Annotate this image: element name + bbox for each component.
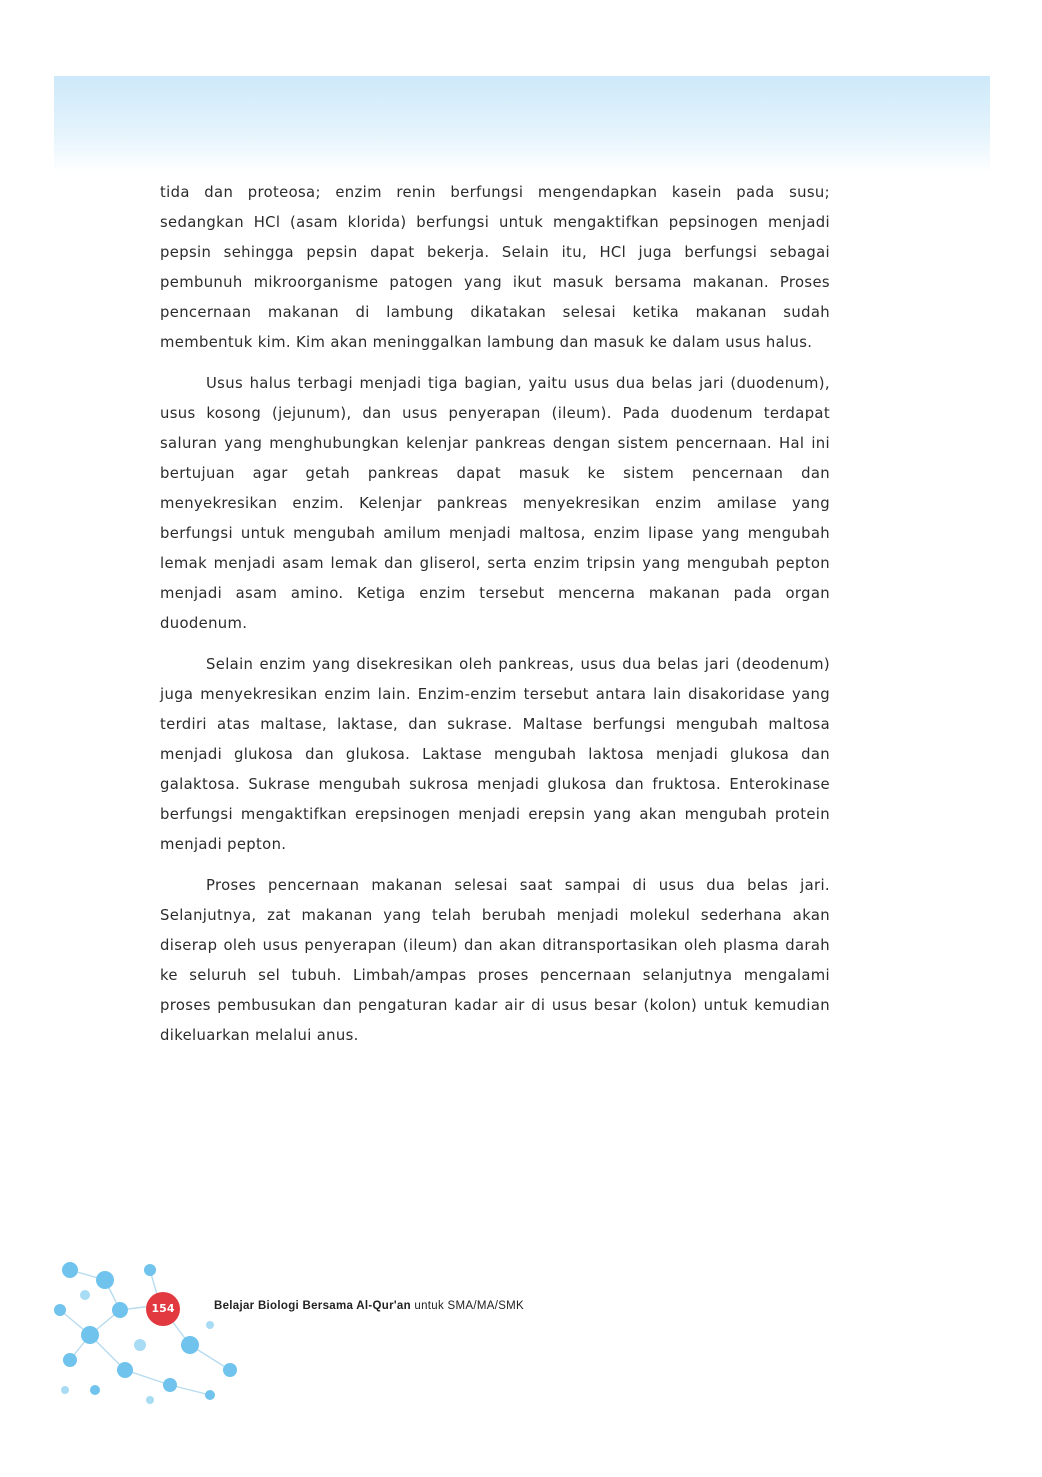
page-number-badge: 154 bbox=[146, 1292, 180, 1326]
molecule-decoration bbox=[50, 1250, 250, 1410]
paragraph-1: tida dan proteosa; enzim renin berfungsi mengendapkan kasein pada susu; sedangkan HCl (asam klorida) berfungsi untuk mengaktifkan pepsinogen menjadi pepsin sehingga pepsin dapat bekerja. Selain itu, HCl juga berfungsi sebagai pembunuh mikroorganisme patogen yang ikut masuk bersama makanan. Proses pencernaan makanan di lambung dikatakan selesai ketika makanan sudah membentuk kim. Kim akan meninggalkan lambung dan masuk ke dalam usus halus. bbox=[160, 184, 830, 351]
paragraph-4: Proses pencernaan makanan selesai saat sampai di usus dua belas jari. Selanjutnya, zat makanan yang telah berubah menjadi molekul sederhana akan diserap oleh usus penyerapan (ileum) dan akan ditransportasikan oleh plasma darah ke seluruh sel tubuh. Limbah/ampas proses pencernaan selanjutnya mengalami proses pembusukan dan pengaturan kadar air di usus besar (kolon) untuk kemudian dikeluarkan melalui anus. bbox=[160, 877, 830, 1044]
header-band bbox=[54, 76, 990, 174]
body-text bbox=[160, 178, 830, 1062]
paragraph-2: Usus halus terbagi menjadi tiga bagian, yaitu usus dua belas jari (duodenum), usus kosong (jejunum), dan usus penyerapan (ileum). Pada duodenum terdapat saluran yang menghubungkan kelenjar pankreas dengan sistem pencernaan. Hal ini bertujuan agar getah pankreas dapat masuk ke sistem pencernaan dan menyekresikan enzim. Kelenjar pankreas menyekresikan enzim amilase yang berfungsi untuk mengubah amilum menjadi maltosa, enzim lipase yang mengubah lemak menjadi asam lemak dan gliserol, serta enzim tripsin yang mengubah pepton menjadi asam amino. Ketiga enzim tersebut mencerna makanan pada organ duodenum. bbox=[160, 375, 830, 632]
paragraph-3: Selain enzim yang disekresikan oleh pankreas, usus dua belas jari (deodenum) juga menyekresikan enzim lain. Enzim-enzim tersebut antara lain disakoridase yang terdiri atas maltase, laktase, dan sukrase. Maltase berfungsi mengubah maltosa menjadi glukosa dan glukosa. Laktase mengubah laktosa menjadi glukosa dan galaktosa. Sukrase mengubah sukrosa menjadi glukosa dan fruktosa. Enterokinase berfungsi mengaktifkan erepsinogen menjadi erepsin yang akan mengubah protein menjadi pepton. bbox=[160, 656, 830, 853]
footer-book-title bbox=[214, 1300, 524, 1312]
book-title-main: Belajar Biologi Bersama Al-Qur'an bbox=[214, 1300, 411, 1312]
book-title-audience: untuk SMA/MA/SMK bbox=[410, 1300, 525, 1312]
